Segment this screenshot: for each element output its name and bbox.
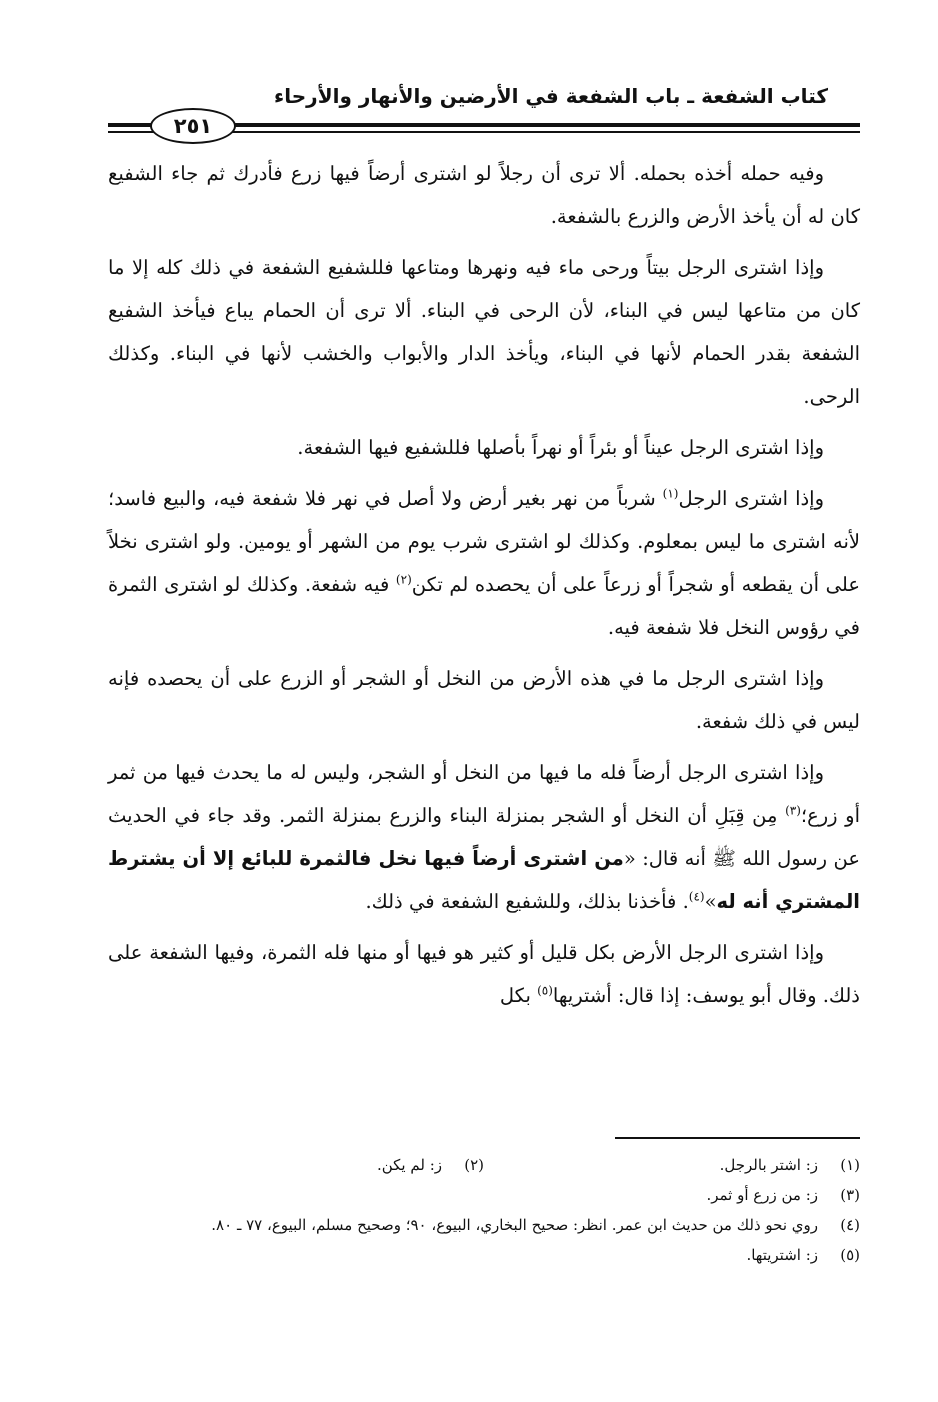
main-text bbox=[108, 152, 860, 1025]
footnote-number: (٢) bbox=[464, 1156, 484, 1174]
footnote-text: ز: اشتر بالرجل. bbox=[719, 1156, 818, 1174]
page-number-badge bbox=[150, 108, 236, 144]
paragraph-text: وإذا اشترى الرجل أرضاً فله ما فيها من النخل أو الشجر، وليس له ما يحدث فيها من ثمر أو زرع؛ bbox=[108, 761, 861, 827]
paragraph-7 bbox=[108, 931, 860, 1017]
paragraph-2 bbox=[108, 246, 860, 418]
paragraph-4 bbox=[108, 477, 860, 649]
footnote-row bbox=[108, 1210, 860, 1240]
footnote-ref-1[interactable]: (١) bbox=[662, 486, 679, 501]
paragraph-text: وفيه حمله أخذه بحمله. ألا ترى أن رجلاً لو اشترى أرضاً فيها زرع فأدرك ثم جاء الشفيع كان له أن يأخذ الأرض والزرع بالشفعة. bbox=[108, 162, 860, 228]
footnote-text: ز: من زرع أو ثمر. bbox=[706, 1186, 818, 1204]
footnote-text: ز: اشتريتها. bbox=[746, 1246, 818, 1264]
footnote-3 bbox=[108, 1180, 860, 1210]
paragraph-text: بكل bbox=[499, 984, 538, 1007]
paragraph-5 bbox=[108, 657, 860, 743]
footnote-row bbox=[108, 1240, 860, 1270]
paragraph-text: وإذا اشترى الرجل الأرض بكل قليل أو كثير هو فيها أو منها فله الثمرة، وفيها الشفعة على ذلك. وقال أبو يوسف: إذا قال: أشتريها bbox=[108, 941, 860, 1007]
paragraph-text: . فأخذنا بذلك، وللشفيع الشفعة في ذلك. bbox=[365, 890, 689, 913]
footnote-5 bbox=[108, 1240, 860, 1270]
paragraph-text: وإذا اشترى الرجل بيتاً ورحى ماء فيه ونهرها ومتاعها فللشفيع الشفعة في ذلك كله إلا ما كان من متاعها ليس في البناء، لأن الرحى في البناء. ألا ترى أن الحمام يباع فيأخذ الشفيع الشفعة بقدر الحمام لأنها في البناء، ويأخذ الدار والأبواب والخشب لأنها في البناء. وكذلك الرحى. bbox=[108, 256, 860, 408]
footnote-ref-3[interactable]: (٣) bbox=[785, 803, 801, 818]
footnote-ref-5[interactable]: (٥) bbox=[537, 983, 553, 998]
paragraph-text: شرباً من نهر بغير أرض ولا أصل في نهر فلا شفعة فيه، والبيع فاسد؛ لأنه اشترى ما ليس بمعلوم. وكذلك لو اشترى شرب يوم من الشهر أو يومين. ولو اشترى نخلاً على أن يقطعه أو شجراً أو زرعاً على أن يحصده لم تكن bbox=[108, 487, 861, 596]
paragraph-1 bbox=[108, 152, 860, 238]
running-header-title: كتاب الشفعة ـ باب الشفعة في الأرضين والأنهار والأرحاء bbox=[274, 84, 828, 108]
footnote-row bbox=[108, 1150, 860, 1180]
footnote-number: (١) bbox=[840, 1156, 860, 1174]
page-number: ٢٥١ bbox=[173, 114, 213, 138]
footnote-2 bbox=[108, 1150, 484, 1180]
footnote-text: روي نحو ذلك من حديث ابن عمر. انظر: صحيح البخاري، البيوع، ٩٠؛ وصحيح مسلم، البيوع، ٧٧ ـ ٨٠. bbox=[211, 1216, 818, 1234]
paragraph-text: وإذا اشترى الرجل bbox=[678, 487, 825, 510]
footnote-number: (٣) bbox=[840, 1186, 860, 1204]
footnote-ref-4[interactable]: (٤) bbox=[688, 889, 705, 904]
quote-close: » bbox=[704, 890, 717, 913]
footnote-separator bbox=[615, 1137, 860, 1139]
footnote-number: (٤) bbox=[840, 1216, 860, 1234]
footnote-4 bbox=[108, 1210, 860, 1240]
paragraph-text: فيه شفعة. وكذلك لو اشترى الثمرة في رؤوس النخل فلا شفعة فيه. bbox=[108, 573, 860, 639]
footnotes bbox=[108, 1150, 860, 1270]
footnote-1 bbox=[484, 1150, 860, 1180]
footnote-number: (٥) bbox=[840, 1246, 860, 1264]
hadith-quote: من اشترى أرضاً فيها نخل فالثمرة للبائع إلا أن يشترط المشتري أنه له bbox=[108, 847, 860, 913]
paragraph-text: وإذا اشترى الرجل عيناً أو بئراً أو نهراً بأصلها فللشفيع فيها الشفعة. bbox=[297, 436, 824, 459]
paragraph-3 bbox=[108, 426, 860, 469]
paragraph-6 bbox=[108, 751, 860, 923]
footnote-ref-2[interactable]: (٢) bbox=[395, 572, 412, 587]
footnote-row bbox=[108, 1180, 860, 1210]
paragraph-text: وإذا اشترى الرجل ما في هذه الأرض من النخل أو الشجر أو الزرع على أن يحصده فإنه ليس في ذلك شفعة. bbox=[108, 667, 860, 733]
footnote-text: ز: لم يكن. bbox=[376, 1156, 442, 1174]
paragraph-text: مِن قِبَلِ أن النخل أو الشجر بمنزلة البناء والزرع بمنزلة الثمر. وقد جاء في الحديث عن رسول الله ﷺ أنه قال: « bbox=[108, 804, 860, 870]
